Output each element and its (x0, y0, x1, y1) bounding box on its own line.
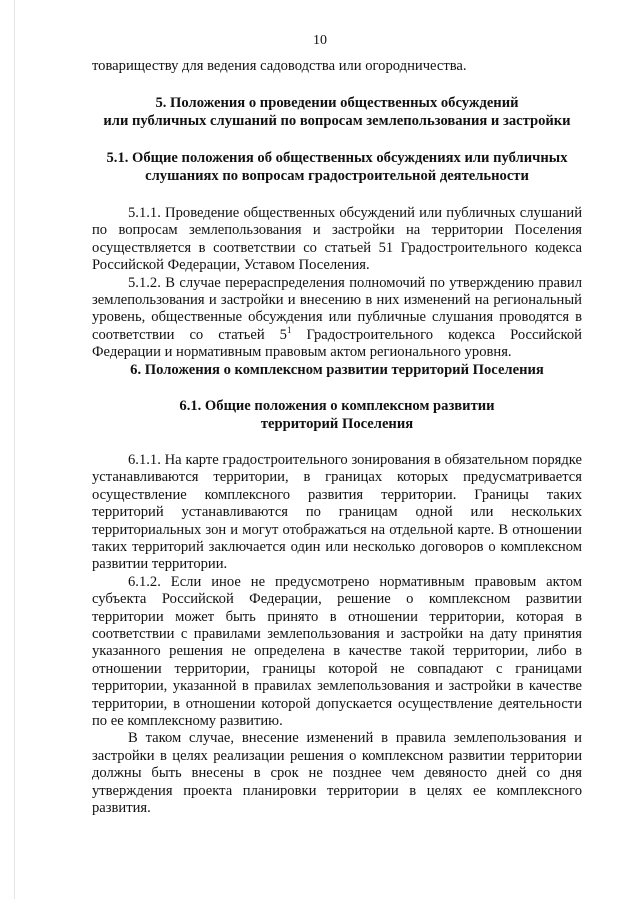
page-number: 10 (313, 33, 327, 48)
article-superscript: 1 (286, 324, 292, 335)
section-6-heading: 6. Положения о комплексном развитии территорий Поселения (130, 361, 544, 378)
subsection-6-1-heading (92, 398, 582, 433)
subsection-6-1-heading-line-2: территорий Поселения (260, 415, 414, 432)
subsection-6-1-heading-line-1: 6.1. Общие положения о комплексном развитии (179, 398, 495, 415)
continuation-paragraph: товариществу для ведения садоводства или огородничества. (92, 58, 467, 74)
page-edge-line (14, 0, 15, 899)
paragraph-6-1-3: В таком случае, внесение изменений в правила землепользования и застройки в целях реализации решения о комплексном развитии территории должны быть внесены в срок не позднее чем девяносто дней со дня утверждения проекта планировки территории в целях ее комплексного развития. (92, 730, 582, 817)
paragraph-5-1-2-text-end: Градостроительного кодекса Российской Федерации и нормативным правовым актом регионального уровня. (92, 326, 582, 361)
paragraph-5-1-2-text-start: 5.1.2. В случае перераспределения полномочий по утверждению правил землепользования и застройки и внесению в них изменений на региональный уровень, общественные обсуждения или публичные слушания проводятся в соответствии со статьей 5 (92, 274, 582, 343)
subsection-5-1-heading (92, 150, 582, 185)
paragraph-5-1-2 (92, 275, 582, 362)
subsection-5-1-heading-line-1: 5.1. Общие положения об общественных обсуждениях или публичных (106, 150, 568, 167)
paragraph-6-1-1: 6.1.1. На карте градостроительного зонирования в обязательном порядке устанавливаются территории, в границах которых предусматривается осуществление комплексного развития территории. Границы таких территорий устанавливаются по границам одной или нескольких территориальных зон и могут отображаться на отдельной карте. В отношении таких территорий заключается один или несколько договоров о комплексном развитии территории. (92, 451, 582, 573)
section-5-heading-line-1: 5. Положения о проведении общественных обсуждений (155, 95, 519, 112)
paragraph-5-1-1: 5.1.1. Проведение общественных обсуждений или публичных слушаний по вопросам землепользования и застройки на территории Поселения осуществляется в соответствии со статьей 51 Градостроительного кодекса Российской Федерации, Уставом Поселения. (92, 205, 582, 274)
document-body (92, 58, 582, 817)
section-5-heading-line-2: или публичных слушаний по вопросам землепользования и застройки (103, 112, 571, 129)
subsection-5-1-heading-line-2: слушаниях по вопросам градостроительной деятельности (145, 167, 529, 184)
paragraph-6-1-2: 6.1.2. Если иное не предусмотрено нормативным правовым актом субъекта Российской Федерации, решение о комплексном развитии территории может быть принято в отношении территории, которая в соответствии с правилами землепользования и застройки на дату принятия указанного решения не определена в качестве такой территории, либо в отношении территории, границы которой не совпадают с границами территории, указанной в правилах землепользования и застройки в качестве территории, в отношении которой допускается осуществление деятельности по ее комплексному развитию. (92, 573, 582, 729)
section-5-heading (92, 95, 582, 130)
